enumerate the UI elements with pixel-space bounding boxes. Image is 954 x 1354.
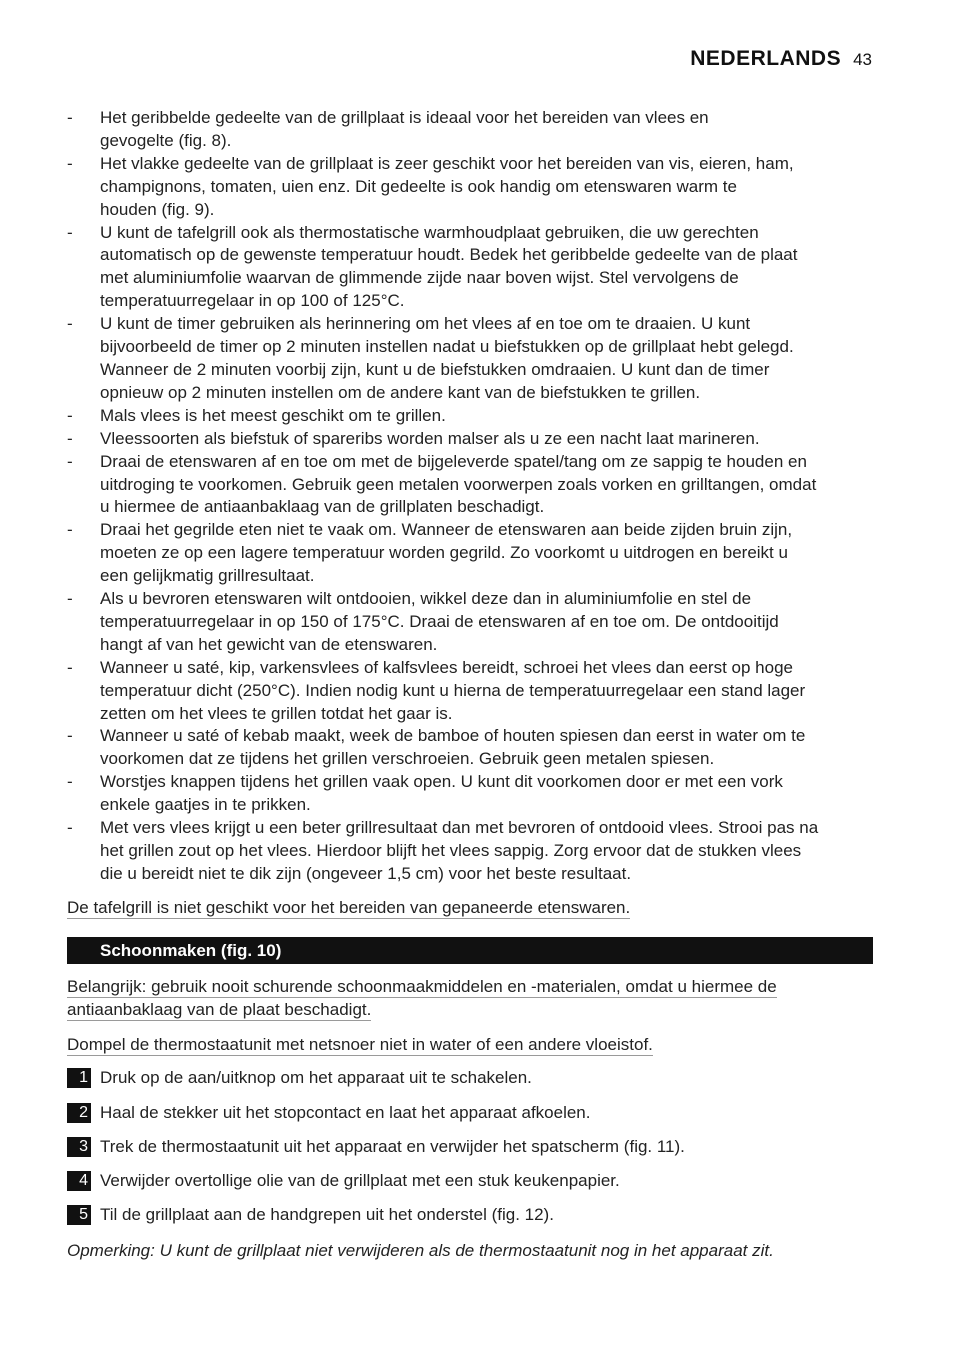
step-text: Verwijder overtollige olie van de grillplaat met een stuk keukenpapier. [100, 1171, 620, 1191]
bullet-dash: - [67, 818, 73, 838]
list-item [67, 817, 873, 886]
list-item-line: Wanneer u saté, kip, varkensvlees of kalfsvlees bereidt, schroei het vlees dan eerst op hoge [100, 657, 793, 677]
list-item-line: gevogelte (fig. 8). [100, 130, 232, 150]
step-number-badge: 1 [67, 1068, 91, 1088]
list-item [67, 222, 873, 314]
language-label: NEDERLANDS [690, 47, 842, 70]
list-item-line: U kunt de tafelgrill ook als thermostatische warmhoudplaat gebruiken, die uw gerechten [100, 222, 759, 242]
section-heading-cleaning: Schoonmaken (fig. 10) [67, 937, 873, 964]
list-item-line: Draai het gegrilde eten niet te vaak om. Wanneer de etenswaren aan beide zijden bruin zijn, [100, 520, 793, 540]
list-item-line: moeten ze op een lagere temperatuur worden gegrild. Zo voorkomt u uitdrogen en bereikt u [100, 543, 788, 563]
list-item [67, 405, 873, 428]
bullet-dash: - [67, 222, 73, 242]
important-line-2: antiaanbaklaag van de plaat beschadigt. [67, 999, 372, 1019]
list-item-line: voorkomen dat ze tijdens het grillen verschroeien. Gebruik geen metalen spiesen. [100, 749, 715, 769]
warning-water: Dompel de thermostaatunit met netsnoer niet in water of een andere vloeistof. [67, 1034, 653, 1054]
step-number-badge: 5 [67, 1205, 91, 1225]
list-item-line: Worstjes knappen tijdens het grillen vaak open. U kunt dit voorkomen door er met een vork [100, 772, 783, 792]
list-item-line: temperatuur dicht (250°C). Indien nodig kunt u hierna de temperatuurregelaar een stand lager [100, 680, 806, 700]
bullet-dash: - [67, 314, 73, 334]
bullet-dash: - [67, 108, 73, 127]
list-item-line: enkele gaatjes in te prikken. [100, 795, 311, 815]
step-number-badge: 2 [67, 1103, 91, 1123]
step-text: Trek de thermostaatunit uit het apparaat en verwijder het spatscherm (fig. 11). [100, 1136, 685, 1156]
list-item [67, 153, 873, 222]
list-item [67, 588, 873, 657]
list-item-line: Als u bevroren etenswaren wilt ontdooien, wikkel deze dan in aluminiumfolie en stel de [100, 589, 752, 609]
list-item [67, 657, 873, 726]
step-item [67, 1102, 873, 1125]
list-item-line: bijvoorbeeld de timer op 2 minuten instellen nadat u biefstukken op de grillplaat hebt gelegd. [100, 337, 794, 357]
list-item-line: Met vers vlees krijgt u een beter grillresultaat dan met bevroren of ontdooid vlees. Strooi pas na [100, 818, 819, 838]
step-number-badge: 4 [67, 1171, 91, 1191]
list-item [67, 313, 873, 405]
tips-list [67, 107, 873, 886]
bullet-dash: - [67, 428, 73, 448]
list-item [67, 519, 873, 588]
page-number: 43 [853, 50, 872, 69]
list-item-line: temperatuurregelaar in op 150 of 175°C. Draai de etenswaren af en toe om. De ontdooitijd [100, 611, 779, 631]
bullet-dash: - [67, 589, 73, 609]
step-number-badge: 3 [67, 1137, 91, 1157]
list-item-line: zetten om het vlees te grillen totdat het gaar is. [100, 703, 453, 723]
list-item [67, 725, 873, 771]
list-item-line: Mals vlees is het meest geschikt om te grillen. [100, 405, 446, 425]
list-item-line: het grillen zout op het vlees. Hierdoor blijft het vlees sappig. Zorg ervoor dat de stukken vlees [100, 841, 802, 860]
list-item-line: Wanneer u saté of kebab maakt, week de bamboe of houten spiesen dan eerst in water om te [100, 726, 806, 746]
page-header [690, 47, 872, 71]
step-item [67, 1067, 873, 1090]
important-notice [67, 976, 873, 1022]
bullet-dash: - [67, 405, 73, 425]
bullet-dash: - [67, 657, 73, 677]
list-item-line: opnieuw op 2 minuten instellen om de andere kant van de biefstukken te grillen. [100, 382, 701, 402]
list-item-line: Vleessoorten als biefstuk of spareribs worden malser als u ze een nacht laat marineren. [100, 428, 760, 448]
list-item [67, 107, 873, 153]
bullet-dash: - [67, 726, 73, 746]
list-item-line: U kunt de timer gebruiken als herinnering om het vlees af en toe om te draaien. U kunt [100, 314, 751, 334]
list-item-line: met aluminiumfolie waarvan de glimmende zijde naar boven wijst. Stel vervolgens de [100, 268, 739, 288]
cleaning-steps [67, 1067, 873, 1227]
bullet-dash: - [67, 772, 73, 792]
warning-breaded-food: De tafelgrill is niet geschikt voor het bereiden van gepaneerde etenswaren. [67, 897, 631, 917]
important-line-1: Belangrijk: gebruik nooit schurende schoonmaakmiddelen en -materialen, omdat u hiermee de [67, 976, 777, 996]
list-item-line: champignons, tomaten, uien enz. Dit gedeelte is ook handig om etenswaren warm te [100, 176, 737, 196]
list-item-line: Draai de etenswaren af en toe om met de bijgeleverde spatel/tang om ze sappig te houden en [100, 451, 807, 471]
step-item [67, 1204, 873, 1227]
list-item-line: uitdroging te voorkomen. Gebruik geen metalen voorwerpen zoals vorken en grilltangen, omdat [100, 474, 817, 494]
step-text: Til de grillplaat aan de handgrepen uit het onderstel (fig. 12). [100, 1205, 554, 1225]
list-item-line: Het vlakke gedeelte van de grillplaat is zeer geschikt voor het bereiden van vis, eieren, ham, [100, 153, 794, 173]
page-content [67, 107, 873, 1263]
list-item [67, 428, 873, 451]
step-item [67, 1136, 873, 1159]
list-item-line: die u bereidt niet te dik zijn (ongeveer 1,5 cm) voor het beste resultaat. [100, 863, 632, 883]
step-item [67, 1170, 873, 1193]
list-item [67, 451, 873, 520]
bullet-dash: - [67, 153, 73, 173]
list-item-line: Het geribbelde gedeelte van de grillplaat is ideaal voor het bereiden van vlees en [100, 108, 709, 127]
list-item [67, 771, 873, 817]
list-item-line: hangt af van het gewicht van de etenswaren. [100, 634, 438, 654]
list-item-line: Wanneer de 2 minuten voorbij zijn, kunt u de biefstukken omdraaien. U kunt dan de timer [100, 359, 770, 379]
bullet-dash: - [67, 520, 73, 540]
step-text: Haal de stekker uit het stopcontact en laat het apparaat afkoelen. [100, 1102, 591, 1122]
note-text: Opmerking: U kunt de grillplaat niet verwijderen als de thermostaatunit nog in het apparaat zit. [67, 1241, 774, 1261]
bullet-dash: - [67, 451, 73, 471]
list-item-line: u hiermee de antiaanbaklaag van de grillplaten beschadigt. [100, 497, 545, 517]
list-item-line: temperatuurregelaar in op 100 of 125°C. [100, 291, 405, 311]
list-item-line: automatisch op de gewenste temperatuur houdt. Bedek het geribbelde gedeelte van de plaat [100, 245, 798, 265]
list-item-line: een gelijkmatig grillresultaat. [100, 566, 315, 586]
step-text: Druk op de aan/uitknop om het apparaat uit te schakelen. [100, 1068, 532, 1088]
list-item-line: houden (fig. 9). [100, 199, 215, 219]
